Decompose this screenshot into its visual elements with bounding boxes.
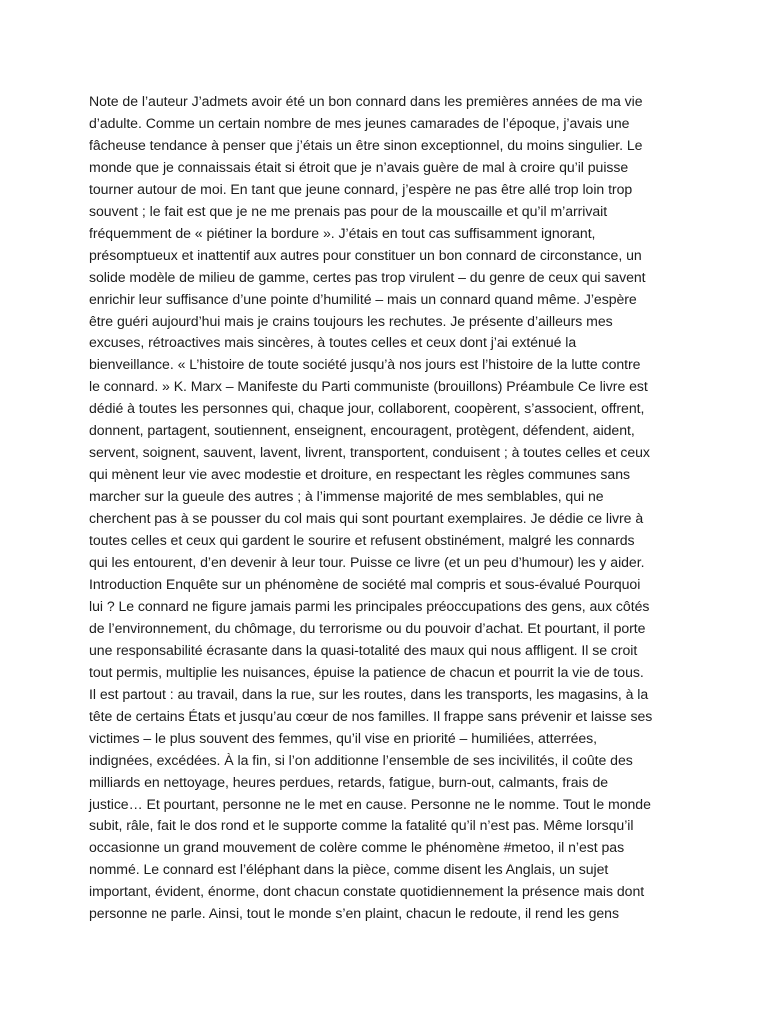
text-line: d’adulte. Comme un certain nombre de mes jeunes camarades de l’époque, j’avais une — [89, 114, 630, 131]
text-line: personne ne parle. Ainsi, tout le monde s’en plaint, chacun le redoute, il rend les gens — [89, 905, 619, 922]
text-line: servent, soignent, sauvent, lavent, livrent, transportent, conduisent ; à toutes celles et ceux — [89, 444, 650, 461]
text-line: subit, râle, fait le dos rond et le supporte comme la fatalité qu’il n’est pas. Même lorsqu’il — [89, 817, 634, 834]
text-line: tourner autour de moi. En tant que jeune connard, j’espère ne pas être allé trop loin trop — [89, 180, 633, 197]
text-line: de l’environnement, du chômage, du terrorisme ou du pouvoir d’achat. Et pourtant, il porte — [89, 619, 646, 636]
text-line: tout permis, multiplie les nuisances, épuise la patience de chacun et pourrit la vie de tous. — [89, 663, 644, 680]
text-line: souvent ; le fait est que je ne me prenais pas pour de la mouscaille et qu’il m’arrivait — [89, 202, 608, 219]
text-line: tête de certains États et jusqu’au cœur de nos familles. Il frappe sans prévenir et laisse ses — [89, 707, 653, 724]
text-line: indignées, excédées. À la fin, si l’on additionne l’ensemble de ses incivilités, il coûte des — [89, 751, 633, 768]
text-line: donnent, partagent, soutiennent, enseignent, encouragent, protègent, défendent, aident, — [89, 422, 635, 439]
text-line: bienveillance. « L’histoire de toute société jusqu’à nos jours est l’histoire de la lutte contre — [89, 356, 641, 373]
text-line: solide modèle de milieu de gamme, certes pas trop virulent – du genre de ceux qui savent — [89, 268, 646, 285]
text-line: milliards en nettoyage, heures perdues, retards, fatigue, burn-out, calmants, frais de — [89, 773, 609, 790]
text-line: fâcheuse tendance à penser que j’étais un être sinon exceptionnel, du moins singulier. Le — [89, 136, 643, 153]
text-line: présomptueux et inattentif aux autres pour constituer un bon connard de circonstance, un — [89, 246, 642, 263]
text-line: monde que je connaissais était si étroit que je n’avais guère de mal à croire qu’il puisse — [89, 158, 629, 175]
text-line: fréquemment de « piétiner la bordure ». J’étais en tout cas suffisamment ignorant, — [89, 224, 596, 241]
text-line: dédié à toutes les personnes qui, chaque jour, collaborent, coopèrent, s’associent, offrent, — [89, 400, 645, 417]
text-line: occasionne un grand mouvement de colère comme le phénomène #metoo, il n’est pas — [89, 839, 625, 856]
text-line: qui les entourent, d’en devenir à leur tour. Puisse ce livre (et un peu d’humour) les y aider. — [89, 554, 645, 571]
text-line: qui mènent leur vie avec modestie et droiture, en respectant les règles communes sans — [89, 466, 630, 483]
text-line: Il est partout : au travail, dans la rue, sur les routes, dans les transports, les magasins, à la — [89, 685, 649, 702]
text-line: enrichir leur suffisance d’une pointe d’humilité – mais un connard quand même. J’espère — [89, 290, 637, 307]
text-line: Note de l’auteur J’admets avoir été un bon connard dans les premières années de ma vie — [89, 93, 643, 109]
text-line: cherchent pas à se pousser du col mais qui sont pourtant exemplaires. Je dédie ce livre à — [89, 510, 644, 527]
text-line: justice… Et pourtant, personne ne le met en cause. Personne ne le nomme. Tout le monde — [89, 795, 651, 812]
text-line: être guéri aujourd’hui mais je crains toujours les rechutes. Je présente d’ailleurs mes — [89, 312, 613, 329]
body-text — [89, 91, 689, 925]
text-line: nommé. Le connard est l’éléphant dans la pièce, comme disent les Anglais, un sujet — [89, 861, 609, 878]
text-line: lui ? Le connard ne figure jamais parmi les principales préoccupations des gens, aux côtés — [89, 597, 650, 614]
text-line: victimes – le plus souvent des femmes, qu’il vise en priorité – humiliées, atterrées, — [89, 729, 598, 746]
text-line: excuses, rétroactives mais sincères, à toutes celles et ceux dont j’ai exténué la — [89, 334, 577, 351]
text-line: le connard. » K. Marx – Manifeste du Parti communiste (brouillons) Préambule Ce livre est — [89, 378, 648, 395]
text-line: Introduction Enquête sur un phénomène de société mal compris et sous-évalué Pourquoi — [89, 575, 641, 592]
text-line: une responsabilité écrasante dans la quasi-totalité des maux qui nous affligent. Il se croit — [89, 641, 638, 658]
text-line: marcher sur la gueule des autres ; à l’immense majorité de mes semblables, qui ne — [89, 488, 604, 505]
text-line: toutes celles et ceux qui gardent le sourire et refusent obstinément, malgré les connards — [89, 532, 635, 549]
text-line: important, évident, énorme, dont chacun constate quotidiennement la présence mais dont — [89, 883, 645, 900]
